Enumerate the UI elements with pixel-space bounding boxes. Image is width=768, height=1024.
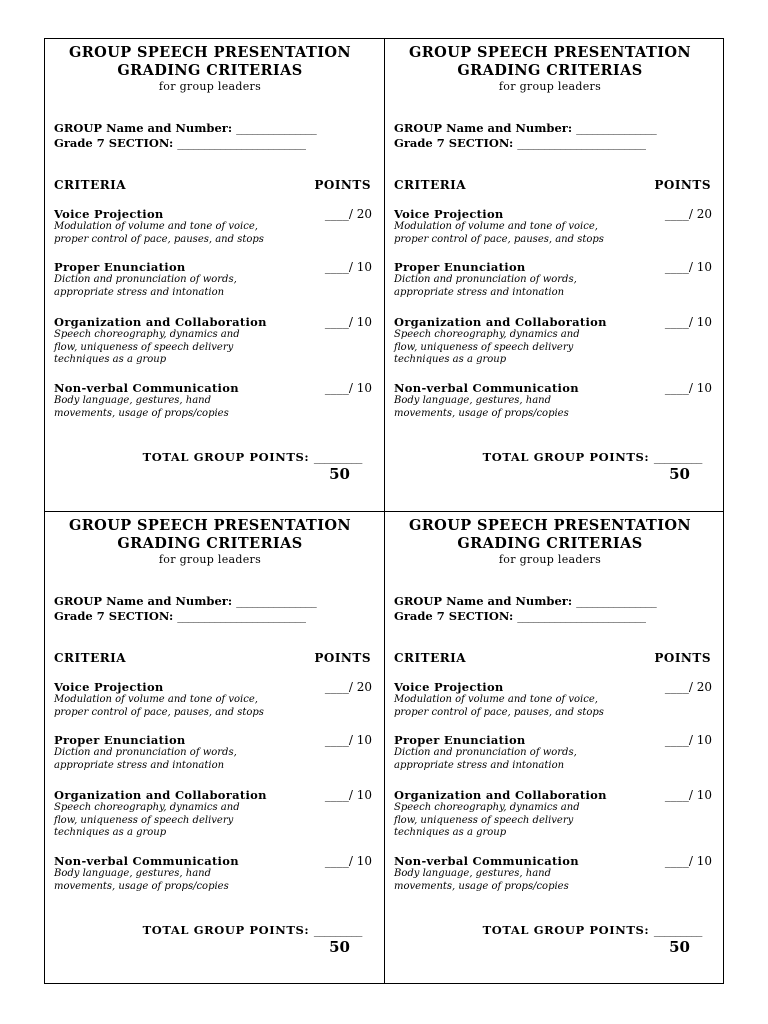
criterion-desc-line2: flow, uniqueness of speech delivery (54, 814, 234, 826)
grading-sheet (44, 38, 724, 984)
criterion-desc-line2: movements, usage of props/copies (394, 407, 569, 419)
criterion-desc-line3: techniques as a group (54, 354, 167, 365)
max-points: 50 (329, 938, 350, 956)
criterion-points[interactable]: ____/ 10 (664, 788, 712, 802)
group-name-field[interactable] (394, 121, 656, 135)
points-header: POINTS (654, 651, 711, 665)
group-name-field[interactable] (54, 594, 316, 608)
criterion-name: Organization and Collaboration (394, 788, 607, 802)
criterion-desc-line1: Body language, gestures, hand (54, 395, 212, 406)
group-name-label: GROUP Name and Number: (54, 594, 237, 608)
criterion-desc-line1: Speech choreography, dynamics and (54, 802, 240, 813)
criterion-desc-line2: proper control of pace, pauses, and stops (394, 706, 604, 718)
criterion-points[interactable]: ____/ 20 (664, 680, 712, 694)
criterion-points[interactable]: ____/ 10 (664, 381, 712, 395)
points-header: POINTS (314, 178, 371, 192)
criterion-desc-line2: movements, usage of props/copies (394, 880, 569, 892)
section-blank: ________________________ (177, 609, 306, 623)
group-name-blank: _______________ (576, 594, 657, 608)
card-title-line1: GROUP SPEECH PRESENTATION (408, 44, 692, 61)
section-field[interactable] (394, 136, 646, 150)
criterion-desc-line2: flow, uniqueness of speech delivery (54, 341, 234, 353)
group-name-blank: _______________ (236, 594, 317, 608)
card-title-line1: GROUP SPEECH PRESENTATION (408, 517, 692, 534)
card-subtitle: for group leaders (158, 80, 262, 93)
criterion-desc-line1: Diction and pronunciation of words, (394, 274, 577, 285)
criterion-points[interactable]: ____/ 10 (324, 381, 372, 395)
grading-card-bottom-left (45, 512, 375, 982)
criterion-nonverbal-communication (54, 381, 372, 420)
card-title-line2: GRADING CRITERIAS (457, 62, 643, 79)
total-points-blank: _________ (653, 450, 702, 464)
criterion-name: Voice Projection (394, 680, 504, 694)
criterion-desc-line1: Diction and pronunciation of words, (54, 274, 237, 285)
group-name-blank: _______________ (576, 121, 657, 135)
card-title-line2: GRADING CRITERIAS (117, 535, 303, 552)
criterion-organization-collaboration (54, 315, 372, 367)
max-points: 50 (329, 465, 350, 483)
total-points-blank: _________ (313, 923, 362, 937)
group-name-field[interactable] (394, 594, 656, 608)
criterion-desc-line2: appropriate stress and intonation (54, 759, 225, 771)
criterion-points[interactable]: ____/ 10 (664, 315, 712, 329)
group-name-blank: _______________ (236, 121, 317, 135)
criterion-name: Organization and Collaboration (54, 788, 267, 802)
criteria-header: CRITERIA (394, 178, 467, 192)
criterion-desc-line1: Modulation of volume and tone of voice, (54, 694, 258, 705)
criterion-name: Voice Projection (394, 207, 504, 221)
criterion-name: Non-verbal Communication (54, 854, 239, 868)
total-points-label: TOTAL GROUP POINTS: (142, 923, 314, 937)
criterion-desc-line2: flow, uniqueness of speech delivery (394, 814, 574, 826)
card-title-line1: GROUP SPEECH PRESENTATION (68, 517, 352, 534)
criterion-desc-line1: Speech choreography, dynamics and (394, 802, 580, 813)
criterion-organization-collaboration (394, 315, 712, 367)
points-header: POINTS (314, 651, 371, 665)
criterion-name: Organization and Collaboration (54, 315, 267, 329)
group-name-label: GROUP Name and Number: (394, 594, 577, 608)
section-blank: ________________________ (517, 609, 646, 623)
criterion-organization-collaboration (54, 788, 372, 840)
section-label: Grade 7 SECTION: (394, 609, 518, 623)
group-name-label: GROUP Name and Number: (394, 121, 577, 135)
criteria-header: CRITERIA (394, 651, 467, 665)
criterion-nonverbal-communication (394, 381, 712, 420)
criteria-header: CRITERIA (54, 178, 127, 192)
criterion-name: Voice Projection (54, 680, 164, 694)
criterion-desc-line2: flow, uniqueness of speech delivery (394, 341, 574, 353)
section-field[interactable] (54, 136, 306, 150)
criterion-desc-line1: Speech choreography, dynamics and (394, 329, 580, 340)
max-points: 50 (669, 938, 690, 956)
criterion-points[interactable]: ____/ 10 (664, 733, 712, 747)
total-points-blank: _________ (653, 923, 702, 937)
criterion-desc-line1: Body language, gestures, hand (394, 395, 552, 406)
criterion-desc-line1: Modulation of volume and tone of voice, (54, 221, 258, 232)
criterion-points[interactable]: ____/ 10 (324, 854, 372, 868)
section-label: Grade 7 SECTION: (54, 136, 178, 150)
card-subtitle: for group leaders (158, 553, 262, 566)
criterion-points[interactable]: ____/ 10 (324, 260, 372, 274)
criterion-organization-collaboration (394, 788, 712, 840)
criterion-voice-projection (54, 207, 372, 246)
group-name-label: GROUP Name and Number: (54, 121, 237, 135)
max-points: 50 (669, 465, 690, 483)
criterion-name: Non-verbal Communication (54, 381, 239, 395)
criterion-name: Proper Enunciation (394, 260, 526, 274)
criterion-desc-line2: movements, usage of props/copies (54, 880, 229, 892)
criterion-nonverbal-communication (54, 854, 372, 893)
criterion-desc-line2: proper control of pace, pauses, and stops (54, 706, 264, 718)
criterion-name: Organization and Collaboration (394, 315, 607, 329)
total-points-field[interactable] (143, 450, 362, 464)
card-subtitle: for group leaders (498, 553, 602, 566)
criterion-points[interactable]: ____/ 10 (664, 260, 712, 274)
criterion-desc-line2: appropriate stress and intonation (394, 759, 565, 771)
points-header: POINTS (654, 178, 711, 192)
criterion-proper-enunciation (394, 733, 712, 772)
criterion-desc-line2: proper control of pace, pauses, and stops (54, 233, 264, 245)
grading-card-top-right (385, 39, 715, 509)
criterion-points[interactable]: ____/ 10 (664, 854, 712, 868)
criterion-points[interactable]: ____/ 10 (324, 788, 372, 802)
criterion-nonverbal-communication (394, 854, 712, 893)
total-points-label: TOTAL GROUP POINTS: (482, 923, 654, 937)
criterion-voice-projection (394, 207, 712, 246)
criterion-voice-projection (54, 680, 372, 719)
card-title-line2: GRADING CRITERIAS (117, 62, 303, 79)
section-field[interactable] (394, 609, 646, 623)
group-name-field[interactable] (54, 121, 316, 135)
criterion-desc-line1: Body language, gestures, hand (54, 868, 212, 879)
total-points-blank: _________ (313, 450, 362, 464)
criterion-points[interactable]: ____/ 10 (324, 315, 372, 329)
criterion-desc-line2: proper control of pace, pauses, and stops (394, 233, 604, 245)
criteria-header: CRITERIA (54, 651, 127, 665)
criterion-points[interactable]: ____/ 10 (324, 733, 372, 747)
total-points-field[interactable] (143, 923, 362, 937)
criterion-desc-line1: Modulation of volume and tone of voice, (394, 694, 598, 705)
criterion-name: Proper Enunciation (54, 260, 186, 274)
criterion-desc-line3: techniques as a group (54, 827, 167, 838)
section-field[interactable] (54, 609, 306, 623)
criterion-name: Proper Enunciation (394, 733, 526, 747)
criterion-name: Voice Projection (54, 207, 164, 221)
section-label: Grade 7 SECTION: (54, 609, 178, 623)
total-points-label: TOTAL GROUP POINTS: (142, 450, 314, 464)
criterion-desc-line3: techniques as a group (394, 354, 507, 365)
section-blank: ________________________ (517, 136, 646, 150)
criterion-name: Non-verbal Communication (394, 854, 579, 868)
total-points-field[interactable] (483, 450, 702, 464)
total-points-field[interactable] (483, 923, 702, 937)
criterion-points[interactable]: ____/ 20 (324, 680, 372, 694)
criterion-points[interactable]: ____/ 20 (664, 207, 712, 221)
criterion-desc-line1: Modulation of volume and tone of voice, (394, 221, 598, 232)
criterion-proper-enunciation (394, 260, 712, 299)
criterion-proper-enunciation (54, 733, 372, 772)
criterion-desc-line2: movements, usage of props/copies (54, 407, 229, 419)
criterion-desc-line3: techniques as a group (394, 827, 507, 838)
total-points-label: TOTAL GROUP POINTS: (482, 450, 654, 464)
grading-card-bottom-right (385, 512, 715, 982)
criterion-desc-line1: Diction and pronunciation of words, (394, 747, 577, 758)
criterion-desc-line2: appropriate stress and intonation (54, 286, 225, 298)
criterion-desc-line2: appropriate stress and intonation (394, 286, 565, 298)
grading-card-top-left (45, 39, 375, 509)
criterion-name: Proper Enunciation (54, 733, 186, 747)
criterion-desc-line1: Body language, gestures, hand (394, 868, 552, 879)
section-label: Grade 7 SECTION: (394, 136, 518, 150)
criterion-name: Non-verbal Communication (394, 381, 579, 395)
criterion-points[interactable]: ____/ 20 (324, 207, 372, 221)
criterion-proper-enunciation (54, 260, 372, 299)
criterion-voice-projection (394, 680, 712, 719)
section-blank: ________________________ (177, 136, 306, 150)
card-subtitle: for group leaders (498, 80, 602, 93)
card-title-line2: GRADING CRITERIAS (457, 535, 643, 552)
card-title-line1: GROUP SPEECH PRESENTATION (68, 44, 352, 61)
criterion-desc-line1: Speech choreography, dynamics and (54, 329, 240, 340)
criterion-desc-line1: Diction and pronunciation of words, (54, 747, 237, 758)
